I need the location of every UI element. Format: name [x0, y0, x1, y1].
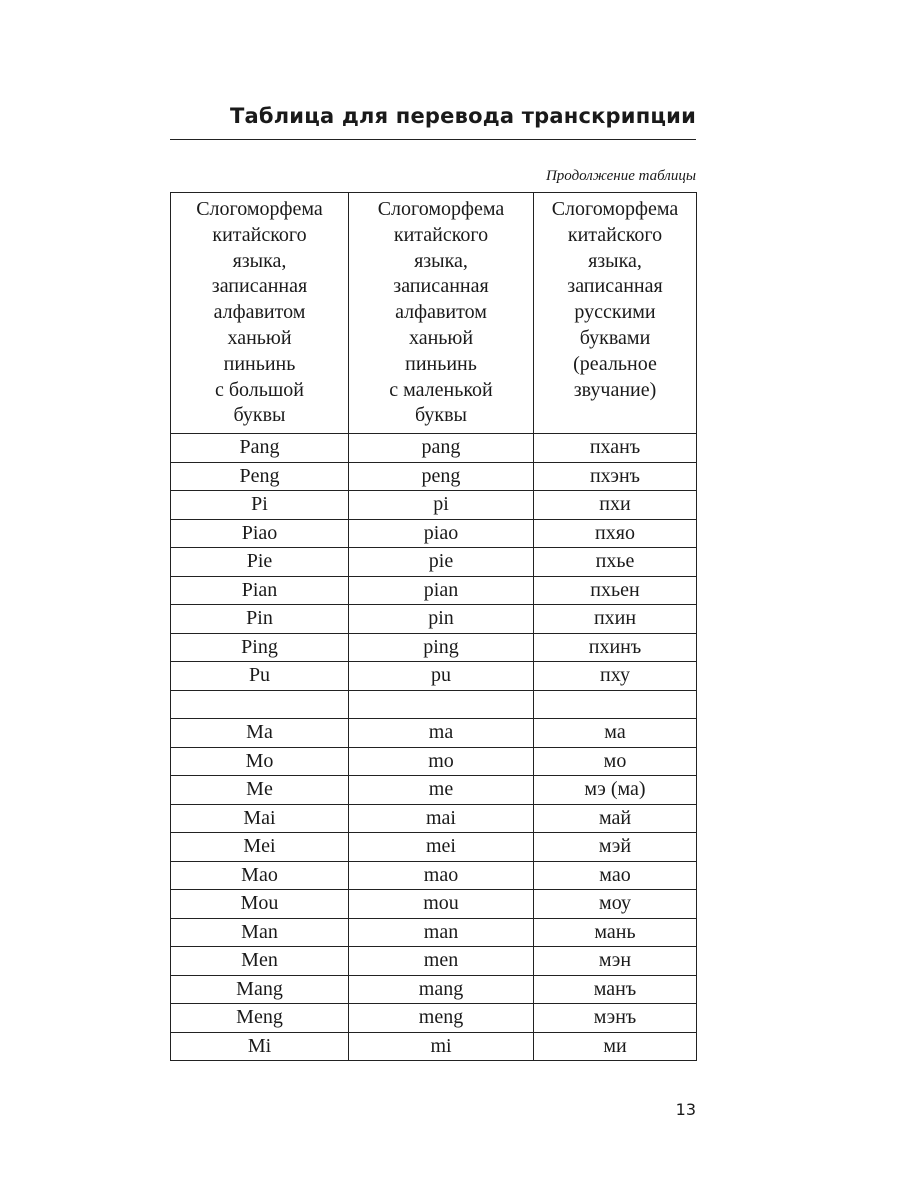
pinyin-capital-cell: Me	[171, 776, 349, 805]
pinyin-lowercase-cell: peng	[349, 462, 534, 491]
pinyin-capital-cell: Mei	[171, 833, 349, 862]
pinyin-lowercase-cell: mo	[349, 747, 534, 776]
pinyin-capital-cell: Pu	[171, 662, 349, 691]
pinyin-capital-cell: Mi	[171, 1032, 349, 1061]
pinyin-lowercase-cell: pang	[349, 434, 534, 463]
table-row	[171, 975, 697, 1004]
pinyin-capital-cell: Mo	[171, 747, 349, 776]
table-row	[171, 1032, 697, 1061]
pinyin-lowercase-cell: mang	[349, 975, 534, 1004]
pinyin-capital-cell: Pie	[171, 548, 349, 577]
russian-cell: мэй	[534, 833, 697, 862]
table-header-row	[171, 193, 697, 434]
pinyin-lowercase-cell: ma	[349, 719, 534, 748]
table-row	[171, 548, 697, 577]
pinyin-capital-cell: Pian	[171, 576, 349, 605]
table-row	[171, 747, 697, 776]
table-row	[171, 890, 697, 919]
table-row	[171, 719, 697, 748]
pinyin-capital-cell: Mang	[171, 975, 349, 1004]
table-row	[171, 519, 697, 548]
russian-cell: пхин	[534, 605, 697, 634]
russian-cell: мо	[534, 747, 697, 776]
russian-cell: мао	[534, 861, 697, 890]
pinyin-lowercase-cell: pie	[349, 548, 534, 577]
pinyin-lowercase-cell: pu	[349, 662, 534, 691]
table-row	[171, 662, 697, 691]
pinyin-lowercase-cell: mi	[349, 1032, 534, 1061]
pinyin-capital-cell: Mou	[171, 890, 349, 919]
pinyin-capital-cell	[171, 690, 349, 719]
pinyin-capital-cell: Mao	[171, 861, 349, 890]
pinyin-lowercase-cell: mou	[349, 890, 534, 919]
pinyin-capital-cell: Ping	[171, 633, 349, 662]
russian-cell: мэнъ	[534, 1004, 697, 1033]
pinyin-capital-cell: Men	[171, 947, 349, 976]
russian-cell: мэн	[534, 947, 697, 976]
russian-cell: пхьен	[534, 576, 697, 605]
pinyin-lowercase-cell: ping	[349, 633, 534, 662]
russian-cell: ма	[534, 719, 697, 748]
pinyin-capital-cell: Pi	[171, 491, 349, 520]
pinyin-capital-cell: Ma	[171, 719, 349, 748]
table-row	[171, 462, 697, 491]
russian-cell: пхье	[534, 548, 697, 577]
table-row	[171, 804, 697, 833]
column-header-russian-spelling: Слогоморфема китайского языка, записанная русскими буквами (реальное звучание)	[534, 193, 697, 434]
header-divider	[170, 139, 696, 140]
table-row	[171, 605, 697, 634]
pinyin-lowercase-cell: mai	[349, 804, 534, 833]
russian-cell: мэ (ма)	[534, 776, 697, 805]
pinyin-lowercase-cell: men	[349, 947, 534, 976]
column-header-pinyin-capital: Слогоморфема китайского языка, записанная алфавитом ханьюй пиньинь с большой буквы	[171, 193, 349, 434]
running-head-title: Таблица для перевода транскрипции	[229, 104, 696, 128]
pinyin-lowercase-cell: meng	[349, 1004, 534, 1033]
table-body	[171, 434, 697, 1061]
page-number: 13	[675, 1100, 696, 1119]
table-row	[171, 576, 697, 605]
russian-cell: пху	[534, 662, 697, 691]
pinyin-capital-cell: Man	[171, 918, 349, 947]
russian-cell: пханъ	[534, 434, 697, 463]
table-row	[171, 861, 697, 890]
pinyin-lowercase-cell: mao	[349, 861, 534, 890]
pinyin-capital-cell: Meng	[171, 1004, 349, 1033]
pinyin-capital-cell: Peng	[171, 462, 349, 491]
table-row	[171, 1004, 697, 1033]
pinyin-lowercase-cell: mei	[349, 833, 534, 862]
pinyin-capital-cell: Piao	[171, 519, 349, 548]
russian-cell: май	[534, 804, 697, 833]
column-header-pinyin-lowercase: Слогоморфема китайского языка, записанная алфавитом ханьюй пиньинь с маленькой буквы	[349, 193, 534, 434]
pinyin-lowercase-cell: me	[349, 776, 534, 805]
pinyin-lowercase-cell: man	[349, 918, 534, 947]
transcription-table	[170, 192, 697, 1061]
pinyin-lowercase-cell: pian	[349, 576, 534, 605]
table-row	[171, 833, 697, 862]
russian-cell: пхи	[534, 491, 697, 520]
russian-cell: пхяо	[534, 519, 697, 548]
russian-cell	[534, 690, 697, 719]
table-row	[171, 918, 697, 947]
table-row	[171, 947, 697, 976]
russian-cell: ми	[534, 1032, 697, 1061]
russian-cell: мань	[534, 918, 697, 947]
pinyin-capital-cell: Pang	[171, 434, 349, 463]
pinyin-lowercase-cell: pi	[349, 491, 534, 520]
table-continuation-note: Продолжение таблицы	[545, 168, 696, 184]
russian-cell: пхинъ	[534, 633, 697, 662]
table-row	[171, 776, 697, 805]
pinyin-capital-cell: Pin	[171, 605, 349, 634]
pinyin-lowercase-cell: pin	[349, 605, 534, 634]
table-row	[171, 633, 697, 662]
pinyin-capital-cell: Mai	[171, 804, 349, 833]
pinyin-lowercase-cell	[349, 690, 534, 719]
pinyin-lowercase-cell: piao	[349, 519, 534, 548]
table-row	[171, 491, 697, 520]
russian-cell: пхэнъ	[534, 462, 697, 491]
russian-cell: моу	[534, 890, 697, 919]
russian-cell: манъ	[534, 975, 697, 1004]
table-row	[171, 690, 697, 719]
table-row	[171, 434, 697, 463]
